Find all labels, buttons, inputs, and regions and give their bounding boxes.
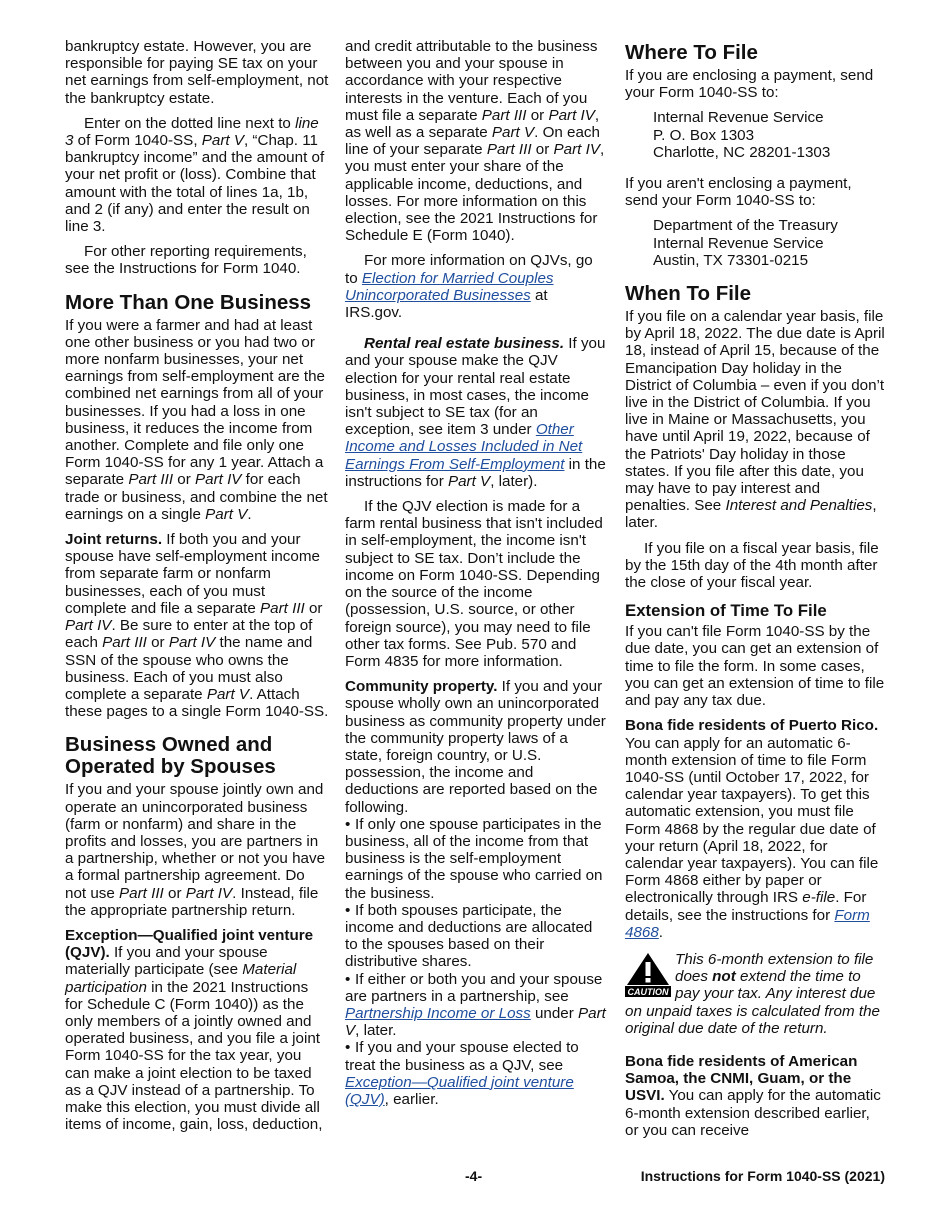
link-election-married-couples[interactable]: Election for Married Couples Unincorporated Businesses bbox=[345, 269, 554, 304]
list-item: • If both spouses participate, the income and deductions are allocated to the spouses based on their distributive shares. bbox=[345, 901, 593, 971]
paragraph: If you were a farmer and had at least one other business or you had two or more nonfarm businesses, your net earnings from self-employment are the combined net earnings from all of your businesses. If you had a loss in one business, it reduces the income from another. Complete and file only one Form 1040-SS for any 1 year. Attach a separate Part III or Part IV for each trade or business, and combine the net earnings on a single Part V. bbox=[65, 316, 328, 523]
paragraph: bankruptcy estate. However, you are responsible for paying SE tax on your net earnings from self-employment, not the bankruptcy estate. bbox=[65, 38, 329, 107]
community-property-lead: Community property. bbox=[345, 678, 498, 696]
link-partnership-income-loss[interactable]: Partnership Income or Loss bbox=[345, 1004, 531, 1022]
address-block bbox=[625, 109, 887, 161]
list-item: • If you and your spouse elected to treat the business as a QJV, see Exception—Qualified joint venture (QJV), earlier. bbox=[345, 1039, 579, 1108]
heading-extension-of-time: Extension of Time To File bbox=[625, 601, 827, 621]
paragraph: If the QJV election is made for a farm rental business that isn't included in self-employment, the income isn't subject to SE tax. Don’t include the income on Form 1040-SS. Depending on the source of the income (possession, U.S. source, or other foreign source), you may need to file other tax forms. See Pub. 570 and Form 4835 for more information. bbox=[345, 498, 603, 670]
address-line: Department of the Treasury bbox=[653, 217, 838, 235]
list-item: • If either or both you and your spouse are partners in a partnership, see Partnership Income or Loss under Part V, later. bbox=[345, 970, 606, 1040]
heading-business-owned-by-spouses: Business Owned and Operated by Spouses bbox=[65, 733, 276, 779]
link-qualified-joint-venture[interactable]: Exception—Qualified joint venture (QJV) bbox=[345, 1073, 574, 1108]
qjv-lead: Exception—Qualified joint venture (QJV). bbox=[65, 926, 314, 962]
address-block bbox=[625, 217, 887, 269]
caution-icon bbox=[625, 951, 671, 997]
puerto-rico-lead: Bona fide residents of Puerto Rico. bbox=[625, 717, 879, 735]
heading-when-to-file: When To File bbox=[625, 282, 752, 306]
american-samoa-lead: Bona fide residents of American Samoa, the CNMI, Guam, or the USVI. bbox=[625, 1052, 858, 1105]
address-line: Internal Revenue Service bbox=[653, 109, 824, 127]
caution-note: CAUTION This 6-month extension to file does not extend the time to pay your tax. Any interest due on unpaid taxes is calculated from the original due date of the return. bbox=[625, 950, 880, 1037]
paragraph: Bona fide residents of Puerto Rico. You can apply for an automatic 6-month extension of time to file Form 1040-SS (until October 17, 2022, for calendar year taxpayers). To get this automatic extension, you must file Form 4868 by the regular due date of your return (April 18, 2022, for calendar year taxpayers). You can file Form 4868 either by paper or electronically through IRS e-file. For details, see the instructions for Form 4868. bbox=[625, 717, 879, 941]
paragraph: and credit attributable to the business between you and your spouse in accordance with your respective interests in the venture. Each of you must file a separate Part III or Part IV, as well as a separate Part V. On each line of your separate Part III or Part IV, you must enter your share of the applicable income, deductions, and losses. For more information on this election, see the 2021 Instructions for Schedule E (Form 1040). bbox=[345, 38, 605, 245]
paragraph: If you can't file Form 1040-SS by the due date, you can get an extension of time to file the form. In some cases, you can get an extension of time to file and pay any tax due. bbox=[625, 623, 885, 710]
paragraph: For more information on QJVs, go to Election for Married Couples Unincorporated Businesses at IRS.gov. bbox=[345, 252, 593, 322]
address-line: P. O. Box 1303 bbox=[653, 126, 755, 144]
address-line: Internal Revenue Service bbox=[653, 234, 824, 252]
address-line: Austin, TX 73301-0215 bbox=[653, 251, 809, 269]
column-2 bbox=[345, 38, 608, 1108]
paragraph: If you aren't enclosing a payment, send your Form 1040-SS to: bbox=[625, 175, 852, 210]
joint-returns-lead: Joint returns. bbox=[65, 531, 163, 549]
paragraph: Rental real estate business. If you and your spouse make the QJV election for your rental real estate business, in most cases, the income isn't subject to SE tax (for an exception, see item 3 under Other Income and Losses Included in Net Earnings From Self-Employment in the instructions for Part V, later). bbox=[345, 335, 606, 490]
link-form-4868[interactable]: Form 4868 bbox=[625, 906, 870, 941]
rental-real-estate-lead: Rental real estate business. bbox=[364, 335, 565, 353]
form-title: Instructions for Form 1040-SS (2021) bbox=[640, 1168, 885, 1184]
paragraph: Enter on the dotted line next to line 3 of Form 1040-SS, Part V, “Chap. 11 bankruptcy income” and the amount of your net profit or (loss). Combine that amount with the total of lines 1a, 1b, and 2 (if any) and enter the result on line 3. bbox=[65, 114, 325, 236]
paragraph: If you file on a fiscal year basis, file by the 15th day of the 4th month after the close of your fiscal year. bbox=[625, 539, 879, 592]
address-line: Charlotte, NC 28201-1303 bbox=[653, 143, 831, 161]
link-other-income-losses[interactable]: Other Income and Losses Included in Net Earnings From Self-Employment bbox=[345, 421, 583, 473]
caution-label: CAUTION bbox=[627, 986, 669, 997]
paragraph: If you and your spouse jointly own and operate an unincorporated business (farm or nonfarm) and share in the profits and losses, you are partners in a partnership, whether or not you have a formal partnership agreement. Do not use Part III or Part IV. Instead, file the appropriate partnership return. bbox=[65, 781, 326, 919]
paragraph: Joint returns. If both you and your spouse have self-employment income from separate farm or nonfarm businesses, each of you must complete and file a separate Part III or Part IV. Be sure to enter at the top of each Part III or Part IV the name and SSN of the spouse who owns the business. Each of you must also complete a separate Part V. Attach these pages to a single Form 1040-SS. bbox=[65, 531, 329, 721]
column-3 bbox=[625, 38, 887, 1139]
paragraph: Bona fide residents of American Samoa, the CNMI, Guam, or the USVI. You can apply for the automatic 6-month extension described earlier, or you can receive bbox=[625, 1052, 881, 1139]
page-number: -4- bbox=[465, 1168, 483, 1184]
paragraph: If you file on a calendar year basis, file by April 18, 2022. The due date is April 18, instead of April 15, because of the Emancipation Day holiday in the District of Columbia – even if you don’t live in the District of Columbia. If you live in Maine or Massachusetts, you have until April 19, 2022, because of the Patriots' Day holiday in those states. If you file after this date, you may have to pay interest and penalties. See Interest and Penalties, later. bbox=[625, 308, 885, 532]
column-1 bbox=[65, 38, 330, 1133]
heading-where-to-file: Where To File bbox=[625, 41, 758, 64]
list-item: • If only one spouse participates in the business, all of the income from that business is the self-employment earnings of the spouse who carried on the business. bbox=[345, 815, 603, 902]
paragraph: For other reporting requirements, see the Instructions for Form 1040. bbox=[65, 243, 307, 278]
paragraph: Community property. If you and your spouse wholly own an unincorporated business as community property under the community property laws of a state, foreign country, or U.S. possession, the income and deductions are reported based on the following. bbox=[345, 678, 606, 816]
paragraph: If you are enclosing a payment, send your Form 1040-SS to: bbox=[625, 67, 874, 102]
heading-more-than-one-business: More Than One Business bbox=[65, 290, 312, 314]
paragraph: Exception—Qualified joint venture (QJV). If you and your spouse materially participate (see Material participation in the 2021 Instructions for Schedule C (Form 1040)) as the only members of a jointly owned and operated business, and you file a joint Form 1040-SS for the tax year, you can make a joint election to be taxed as a QJV instead of a partnership. To make this election, you must divide all items of income, gain, loss, deduction, bbox=[65, 926, 323, 1134]
